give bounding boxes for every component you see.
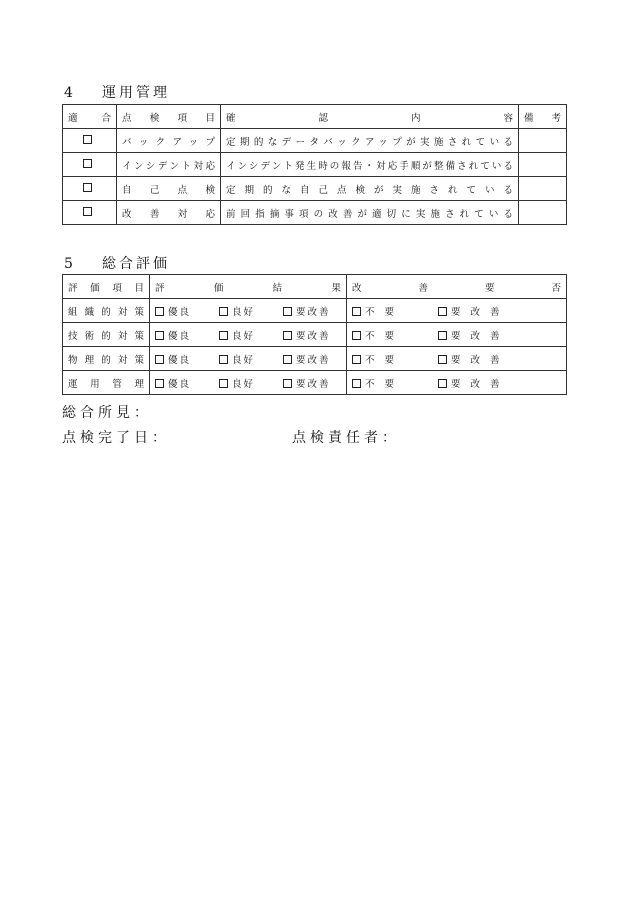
checkbox[interactable] [83, 159, 92, 168]
checkbox[interactable] [155, 379, 164, 388]
checkbox[interactable] [438, 379, 447, 388]
conformity-cell [63, 153, 117, 177]
conformity-cell [63, 129, 117, 153]
option-label: 要改善 [451, 378, 510, 390]
completion-date-label: 点検完了日： [62, 430, 170, 446]
section4-title [64, 82, 170, 102]
checkbox[interactable] [155, 355, 164, 364]
checkbox[interactable] [283, 307, 292, 316]
section4-number: 4 [64, 85, 76, 101]
option-label: 不要 [365, 330, 405, 342]
eval-item: 運用管理 [63, 371, 150, 395]
option-label: 要改善 [296, 378, 331, 390]
option-label: 不要 [365, 354, 405, 366]
table-row [63, 347, 567, 371]
check-content: 前回指摘事項の改善が適切に実施されている [221, 201, 519, 225]
option-label: 優良 [168, 330, 192, 342]
section5-number: 5 [64, 256, 76, 272]
section4-title-text: 運用管理 [102, 85, 170, 101]
section5-title [64, 253, 170, 273]
checkbox[interactable] [283, 355, 292, 364]
checkbox[interactable] [155, 307, 164, 316]
option-label: 良好 [232, 354, 256, 366]
check-content: 定期的なデータバックアップが実施されている [221, 129, 519, 153]
checkbox[interactable] [352, 355, 361, 364]
checkbox[interactable] [283, 379, 292, 388]
table-row [63, 323, 567, 347]
option-label: 良好 [232, 306, 256, 318]
conformity-cell [63, 177, 117, 201]
header-remarks: 備考 [519, 105, 567, 129]
checkbox[interactable] [219, 331, 228, 340]
improvement-need-cell [347, 299, 567, 323]
checkbox[interactable] [438, 331, 447, 340]
eval-item: 組織的対策 [63, 299, 150, 323]
eval-result-cell [150, 371, 347, 395]
eval-result-cell [150, 299, 347, 323]
remarks-cell [519, 177, 567, 201]
option-label: 要改善 [451, 306, 510, 318]
option-label: 良好 [232, 330, 256, 342]
option-label: 要改善 [296, 354, 331, 366]
header-check-item: 点検項目 [117, 105, 221, 129]
option-label: 要改善 [296, 330, 331, 342]
table-header-row [63, 275, 567, 299]
checkbox[interactable] [352, 379, 361, 388]
table-row [63, 371, 567, 395]
option-label: 要改善 [296, 306, 331, 318]
check-item: 自己点検 [117, 177, 221, 201]
table-header-row [63, 105, 567, 129]
option-label: 優良 [168, 306, 192, 318]
conformity-cell [63, 201, 117, 225]
table-row [63, 201, 567, 225]
option-label: 優良 [168, 354, 192, 366]
table-row [63, 177, 567, 201]
header-conformity: 適合 [63, 105, 117, 129]
improvement-need-cell [347, 323, 567, 347]
checkbox[interactable] [352, 307, 361, 316]
section5-title-text: 総合評価 [102, 256, 170, 272]
checkbox[interactable] [438, 307, 447, 316]
check-item: バックアップ [117, 129, 221, 153]
eval-result-cell [150, 323, 347, 347]
remarks-cell [519, 129, 567, 153]
header-improvement-need: 改善要否 [347, 275, 567, 299]
option-label: 要改善 [451, 330, 510, 342]
eval-result-cell [150, 347, 347, 371]
checkbox[interactable] [219, 355, 228, 364]
header-eval-item: 評価項目 [63, 275, 150, 299]
option-label: 良好 [232, 378, 256, 390]
option-label: 優良 [168, 378, 192, 390]
overall-opinion-label: 総合所見： [62, 405, 152, 421]
improvement-need-cell [347, 371, 567, 395]
remarks-cell [519, 153, 567, 177]
check-item: インシデント対応 [117, 153, 221, 177]
checkbox[interactable] [83, 207, 92, 216]
eval-item: 物理的対策 [63, 347, 150, 371]
option-label: 不要 [365, 306, 405, 318]
table-row [63, 299, 567, 323]
checkbox[interactable] [219, 379, 228, 388]
eval-item: 技術的対策 [63, 323, 150, 347]
check-item: 改善対応 [117, 201, 221, 225]
inspector-label: 点検責任者： [292, 430, 400, 446]
checkbox[interactable] [352, 331, 361, 340]
header-eval-result: 評価結果 [150, 275, 347, 299]
remarks-cell [519, 201, 567, 225]
improvement-need-cell [347, 347, 567, 371]
check-content: インシデント発生時の報告・対応手順が整備されている [221, 153, 519, 177]
header-confirmation: 確認内容 [221, 105, 519, 129]
overall-evaluation-table [62, 274, 567, 395]
check-content: 定期的な自己点検が実施されている [221, 177, 519, 201]
checkbox[interactable] [155, 331, 164, 340]
checkbox[interactable] [438, 355, 447, 364]
option-label: 不要 [365, 378, 405, 390]
checkbox[interactable] [83, 135, 92, 144]
checkbox[interactable] [283, 331, 292, 340]
operations-management-table [62, 104, 567, 225]
checkbox[interactable] [219, 307, 228, 316]
table-row [63, 129, 567, 153]
table-row [63, 153, 567, 177]
option-label: 要改善 [451, 354, 510, 366]
checkbox[interactable] [83, 183, 92, 192]
